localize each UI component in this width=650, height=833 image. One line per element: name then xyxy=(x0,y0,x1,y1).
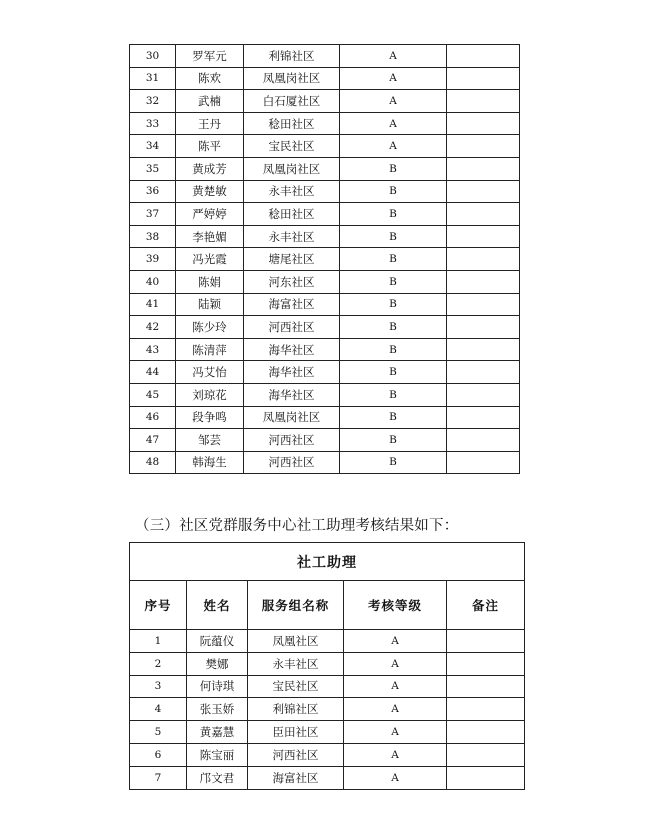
cell-no: 42 xyxy=(130,316,176,339)
cell-no: 40 xyxy=(130,270,176,293)
cell-no: 2 xyxy=(130,652,187,675)
cell-no: 41 xyxy=(130,293,176,316)
cell-no: 39 xyxy=(130,248,176,271)
table-row xyxy=(130,406,520,429)
header-name: 姓名 xyxy=(187,581,248,630)
cell-remark xyxy=(447,766,525,789)
cell-no: 34 xyxy=(130,135,176,158)
cell-grade: B xyxy=(340,406,447,429)
cell-community: 宝民社区 xyxy=(244,135,340,158)
table-row xyxy=(130,67,520,90)
cell-community: 稔田社区 xyxy=(244,203,340,226)
cell-no: 35 xyxy=(130,157,176,180)
table-row xyxy=(130,90,520,113)
cell-community: 塘尾社区 xyxy=(244,248,340,271)
cell-remark xyxy=(447,338,520,361)
cell-community: 凤凰岗社区 xyxy=(244,67,340,90)
cell-community: 凤凰岗社区 xyxy=(244,157,340,180)
cell-no: 6 xyxy=(130,743,187,766)
cell-name: 阮蕴仪 xyxy=(187,630,248,653)
cell-remark xyxy=(447,203,520,226)
continued-results-table-body xyxy=(130,45,520,474)
cell-grade: B xyxy=(340,270,447,293)
cell-no: 7 xyxy=(130,766,187,789)
cell-remark xyxy=(447,675,525,698)
cell-grade: B xyxy=(340,180,447,203)
cell-remark xyxy=(447,652,525,675)
cell-grade: B xyxy=(340,383,447,406)
cell-no: 30 xyxy=(130,45,176,68)
table-row xyxy=(130,316,520,339)
header-no: 序号 xyxy=(130,581,187,630)
cell-no: 44 xyxy=(130,361,176,384)
table-row xyxy=(130,112,520,135)
table-row xyxy=(130,248,520,271)
cell-no: 43 xyxy=(130,338,176,361)
header-community: 服务组名称 xyxy=(248,581,344,630)
cell-community: 凤凰岗社区 xyxy=(244,406,340,429)
cell-no: 31 xyxy=(130,67,176,90)
cell-name: 陈娟 xyxy=(176,270,244,293)
table-row xyxy=(130,135,520,158)
cell-grade: B xyxy=(340,248,447,271)
cell-no: 37 xyxy=(130,203,176,226)
cell-no: 4 xyxy=(130,698,187,721)
cell-remark xyxy=(447,45,520,68)
cell-remark xyxy=(447,743,525,766)
header-grade: 考核等级 xyxy=(344,581,447,630)
table-row xyxy=(130,361,520,384)
cell-remark xyxy=(447,406,520,429)
cell-grade: A xyxy=(344,766,447,789)
cell-remark xyxy=(447,157,520,180)
cell-name: 何诗琪 xyxy=(187,675,248,698)
cell-community: 永丰社区 xyxy=(244,180,340,203)
table-row xyxy=(130,675,525,698)
cell-no: 46 xyxy=(130,406,176,429)
cell-community: 利锦社区 xyxy=(248,698,344,721)
cell-name: 王丹 xyxy=(176,112,244,135)
cell-remark xyxy=(447,451,520,474)
cell-community: 臣田社区 xyxy=(248,721,344,744)
cell-grade: B xyxy=(340,157,447,180)
cell-name: 黄成芳 xyxy=(176,157,244,180)
table-row xyxy=(130,451,520,474)
cell-community: 河东社区 xyxy=(244,270,340,293)
cell-remark xyxy=(447,225,520,248)
cell-name: 陈平 xyxy=(176,135,244,158)
table-row xyxy=(130,203,520,226)
section-heading: （三）社区党群服务中心社工助理考核结果如下： xyxy=(135,518,459,534)
cell-grade: A xyxy=(340,90,447,113)
cell-community: 海富社区 xyxy=(248,766,344,789)
cell-grade: B xyxy=(340,293,447,316)
cell-community: 海华社区 xyxy=(244,361,340,384)
cell-remark xyxy=(447,429,520,452)
table-row xyxy=(130,225,520,248)
cell-name: 黄楚敏 xyxy=(176,180,244,203)
assistant-results-table xyxy=(129,542,525,790)
table-header-row xyxy=(130,581,525,630)
cell-remark xyxy=(447,90,520,113)
cell-remark xyxy=(447,270,520,293)
cell-community: 河西社区 xyxy=(248,743,344,766)
table-row xyxy=(130,652,525,675)
table-row xyxy=(130,293,520,316)
table-caption-row xyxy=(130,543,525,581)
cell-name: 严婷婷 xyxy=(176,203,244,226)
assistant-results-table-body xyxy=(130,630,525,790)
table-row xyxy=(130,270,520,293)
cell-community: 永丰社区 xyxy=(248,652,344,675)
cell-remark xyxy=(447,698,525,721)
table-row xyxy=(130,45,520,68)
table-row xyxy=(130,721,525,744)
cell-community: 海富社区 xyxy=(244,293,340,316)
table-row xyxy=(130,180,520,203)
cell-name: 冯艾怡 xyxy=(176,361,244,384)
cell-grade: A xyxy=(344,721,447,744)
cell-community: 利锦社区 xyxy=(244,45,340,68)
cell-no: 48 xyxy=(130,451,176,474)
cell-name: 陈少玲 xyxy=(176,316,244,339)
cell-name: 张玉娇 xyxy=(187,698,248,721)
cell-community: 白石厦社区 xyxy=(244,90,340,113)
cell-remark xyxy=(447,112,520,135)
cell-community: 凤凰社区 xyxy=(248,630,344,653)
cell-no: 3 xyxy=(130,675,187,698)
cell-remark xyxy=(447,630,525,653)
cell-remark xyxy=(447,180,520,203)
cell-name: 陈清萍 xyxy=(176,338,244,361)
cell-community: 海华社区 xyxy=(244,383,340,406)
cell-grade: A xyxy=(340,112,447,135)
cell-grade: A xyxy=(344,630,447,653)
cell-no: 33 xyxy=(130,112,176,135)
table-row xyxy=(130,630,525,653)
cell-name: 武楠 xyxy=(176,90,244,113)
table-row xyxy=(130,743,525,766)
table-row xyxy=(130,429,520,452)
cell-no: 45 xyxy=(130,383,176,406)
cell-community: 河西社区 xyxy=(244,316,340,339)
cell-no: 47 xyxy=(130,429,176,452)
cell-name: 罗军元 xyxy=(176,45,244,68)
cell-community: 宝民社区 xyxy=(248,675,344,698)
header-remark: 备注 xyxy=(447,581,525,630)
cell-grade: B xyxy=(340,429,447,452)
table-row xyxy=(130,157,520,180)
cell-remark xyxy=(447,135,520,158)
cell-grade: B xyxy=(340,316,447,339)
cell-name: 黄嘉慧 xyxy=(187,721,248,744)
cell-remark xyxy=(447,248,520,271)
cell-remark xyxy=(447,316,520,339)
cell-name: 陈宝丽 xyxy=(187,743,248,766)
cell-no: 1 xyxy=(130,630,187,653)
cell-grade: A xyxy=(344,698,447,721)
cell-no: 36 xyxy=(130,180,176,203)
cell-remark xyxy=(447,721,525,744)
table-row xyxy=(130,383,520,406)
cell-grade: B xyxy=(340,451,447,474)
cell-grade: A xyxy=(340,67,447,90)
cell-community: 海华社区 xyxy=(244,338,340,361)
cell-grade: A xyxy=(340,45,447,68)
cell-name: 冯光霞 xyxy=(176,248,244,271)
cell-community: 河西社区 xyxy=(244,451,340,474)
cell-remark xyxy=(447,383,520,406)
cell-name: 韩海生 xyxy=(176,451,244,474)
cell-name: 刘琼花 xyxy=(176,383,244,406)
cell-grade: A xyxy=(344,743,447,766)
cell-community: 永丰社区 xyxy=(244,225,340,248)
cell-grade: B xyxy=(340,225,447,248)
cell-name: 邹芸 xyxy=(176,429,244,452)
table-row xyxy=(130,698,525,721)
cell-grade: A xyxy=(344,675,447,698)
cell-grade: A xyxy=(344,652,447,675)
continued-results-table xyxy=(129,44,520,474)
cell-name: 陆颖 xyxy=(176,293,244,316)
cell-no: 5 xyxy=(130,721,187,744)
cell-name: 段争鸣 xyxy=(176,406,244,429)
cell-community: 河西社区 xyxy=(244,429,340,452)
table-row xyxy=(130,766,525,789)
cell-remark xyxy=(447,293,520,316)
cell-grade: B xyxy=(340,361,447,384)
cell-community: 稔田社区 xyxy=(244,112,340,135)
cell-remark xyxy=(447,361,520,384)
cell-name: 李艳媚 xyxy=(176,225,244,248)
cell-name: 陈欢 xyxy=(176,67,244,90)
cell-grade: A xyxy=(340,135,447,158)
cell-grade: B xyxy=(340,338,447,361)
table-row xyxy=(130,338,520,361)
cell-remark xyxy=(447,67,520,90)
cell-no: 38 xyxy=(130,225,176,248)
table-caption: 社工助理 xyxy=(130,543,525,581)
cell-name: 樊娜 xyxy=(187,652,248,675)
cell-grade: B xyxy=(340,203,447,226)
cell-name: 邝文君 xyxy=(187,766,248,789)
cell-no: 32 xyxy=(130,90,176,113)
